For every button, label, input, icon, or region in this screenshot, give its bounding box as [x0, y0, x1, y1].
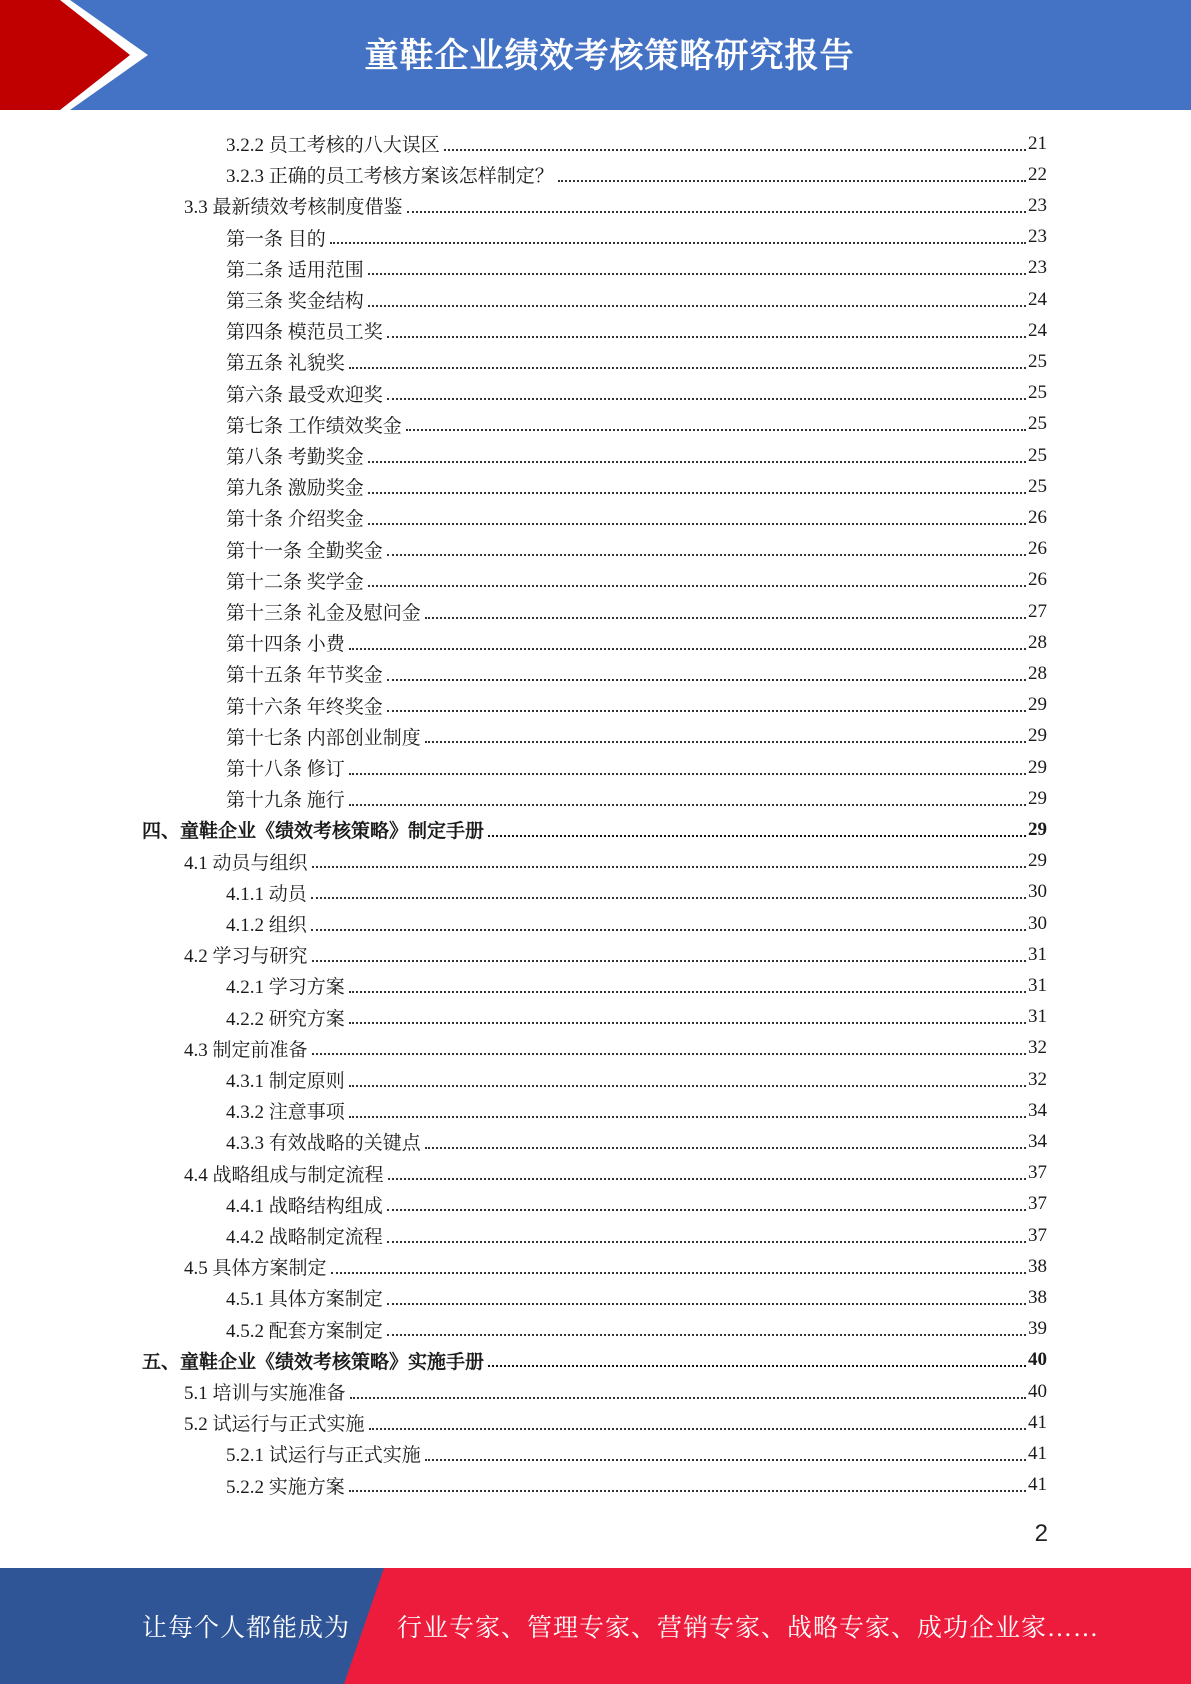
toc-entry-label: 第十五条 年节奖金 — [226, 665, 383, 687]
toc-entry-page: 23 — [1028, 226, 1047, 248]
toc-entry-page: 41 — [1028, 1411, 1047, 1433]
toc-entry[interactable] — [226, 534, 1047, 565]
toc-dot-leader — [444, 149, 1026, 151]
toc-entry-label: 4.1.1 动员 — [226, 883, 307, 905]
toc-entry-label: 4.3.3 有效战略的关键点 — [226, 1133, 421, 1155]
toc-entry-page: 25 — [1028, 350, 1047, 372]
toc-entry-page: 26 — [1028, 506, 1047, 528]
toc-entry-page: 29 — [1028, 694, 1047, 716]
toc-dot-leader — [368, 461, 1026, 463]
toc-entry[interactable] — [142, 814, 1047, 845]
toc-dot-leader — [369, 1428, 1026, 1430]
toc-entry[interactable] — [184, 939, 1047, 970]
toc-entry-page: 28 — [1028, 631, 1047, 653]
toc-entry-page: 37 — [1028, 1193, 1047, 1215]
toc-entry-page: 30 — [1028, 881, 1047, 903]
toc-entry[interactable] — [184, 846, 1047, 877]
toc-entry[interactable] — [226, 128, 1047, 159]
toc-entry-page: 37 — [1028, 1162, 1047, 1184]
toc-dot-leader — [387, 1303, 1026, 1305]
report-title: 童鞋企业绩效考核策略研究报告 — [364, 36, 855, 76]
toc-dot-leader — [349, 773, 1026, 775]
toc-entry[interactable] — [226, 565, 1047, 596]
toc-entry[interactable] — [226, 1220, 1047, 1251]
toc-entry-label: 4.2.2 研究方案 — [226, 1008, 345, 1030]
page-footer — [0, 1568, 1191, 1684]
toc-entry[interactable] — [226, 222, 1047, 253]
toc-entry-page: 37 — [1028, 1224, 1047, 1246]
toc-entry[interactable] — [142, 1345, 1047, 1376]
toc-entry-page: 31 — [1028, 1006, 1047, 1028]
toc-entry-page: 31 — [1028, 943, 1047, 965]
toc-entry-page: 29 — [1028, 850, 1047, 872]
toc-dot-leader — [488, 1365, 1026, 1367]
toc-entry[interactable] — [226, 1438, 1047, 1469]
toc-entry-label: 4.4 战略组成与制定流程 — [184, 1164, 384, 1186]
toc-entry-page: 29 — [1028, 787, 1047, 809]
toc-entry-label: 3.2.2 员工考核的八大误区 — [226, 135, 440, 156]
toc-dot-leader — [349, 367, 1026, 369]
toc-dot-leader — [406, 429, 1026, 431]
toc-entry-label: 第六条 最受欢迎奖 — [226, 384, 383, 406]
toc-dot-leader — [311, 929, 1026, 931]
toc-entry[interactable] — [226, 346, 1047, 377]
toc-entry[interactable] — [184, 1033, 1047, 1064]
toc-dot-leader — [368, 523, 1026, 525]
toc-entry[interactable] — [226, 502, 1047, 533]
page-header — [0, 0, 1191, 110]
toc-dot-leader — [311, 897, 1026, 899]
toc-entry[interactable] — [226, 690, 1047, 721]
toc-entry[interactable] — [226, 1064, 1047, 1095]
toc-entry-label: 第十一条 全勤奖金 — [226, 540, 383, 562]
toc-entry-label: 第二条 适用范围 — [226, 259, 364, 281]
toc-entry-label: 4.5.1 具体方案制定 — [226, 1289, 383, 1311]
toc-entry-label: 3.3 最新绩效考核制度借鉴 — [184, 197, 403, 219]
toc-entry-page: 21 — [1028, 132, 1047, 154]
toc-entry-page: 27 — [1028, 600, 1047, 622]
toc-entry-label: 第十七条 内部创业制度 — [226, 727, 421, 749]
toc-entry[interactable] — [226, 409, 1047, 440]
toc-entry[interactable] — [226, 284, 1047, 315]
toc-entry[interactable] — [226, 752, 1047, 783]
toc-entry-label: 4.3.1 制定原则 — [226, 1071, 345, 1092]
toc-dot-leader — [387, 1209, 1026, 1211]
toc-entry-page: 25 — [1028, 413, 1047, 435]
toc-dot-leader — [387, 336, 1026, 338]
toc-dot-leader — [425, 1147, 1026, 1149]
toc-entry-label: 第四条 模范员工奖 — [226, 322, 383, 344]
toc-entry[interactable] — [184, 1251, 1047, 1282]
toc-entry-label: 五、童鞋企业《绩效考核策略》实施手册 — [142, 1351, 485, 1373]
toc-entry-page: 31 — [1028, 974, 1047, 996]
toc-entry-label: 4.5.2 配套方案制定 — [226, 1320, 383, 1342]
toc-dot-leader — [349, 1022, 1026, 1024]
toc-entry-label: 5.2.2 实施方案 — [226, 1476, 345, 1498]
toc-entry-label: 5.2.1 试运行与正式实施 — [226, 1445, 421, 1467]
toc-dot-leader — [349, 804, 1026, 806]
toc-dot-leader — [387, 554, 1026, 556]
toc-entry-page: 23 — [1028, 194, 1047, 216]
toc-entry[interactable] — [226, 159, 1047, 190]
toc-entry-label: 5.2 试运行与正式实施 — [184, 1414, 365, 1436]
toc-entry-label: 4.2 学习与研究 — [184, 946, 308, 968]
toc-entry[interactable] — [226, 783, 1047, 814]
toc-entry-page: 24 — [1028, 319, 1047, 341]
toc-dot-leader — [387, 1241, 1026, 1243]
toc-dot-leader — [349, 1490, 1026, 1492]
toc-entry-label: 4.3.2 注意事项 — [226, 1102, 345, 1124]
toc-entry[interactable] — [226, 253, 1047, 284]
toc-dot-leader — [387, 1334, 1026, 1336]
toc-dot-leader — [349, 648, 1026, 650]
toc-entry-page: 29 — [1028, 818, 1047, 840]
toc-entry-page: 32 — [1028, 1037, 1047, 1059]
toc-entry-page: 34 — [1028, 1099, 1047, 1121]
toc-entry-page: 32 — [1028, 1068, 1047, 1090]
toc-entry-label: 第三条 奖金结构 — [226, 291, 364, 312]
toc-entry-label: 4.4.1 战略结构组成 — [226, 1195, 383, 1217]
toc-entry-page: 34 — [1028, 1130, 1047, 1152]
toc-dot-leader — [312, 1053, 1026, 1055]
toc-entry-label: 4.1.2 组织 — [226, 915, 307, 936]
toc-entry-page: 25 — [1028, 382, 1047, 404]
toc-entry-label: 3.2.3 正确的员工考核方案该怎样制定？ — [226, 166, 554, 188]
toc-entry-page: 22 — [1028, 163, 1047, 185]
toc-entry[interactable] — [226, 658, 1047, 689]
toc-entry[interactable] — [226, 1126, 1047, 1157]
footer-slogan-list: 行业专家、管理专家、营销专家、战略专家、成功企业家…… — [397, 1615, 1100, 1642]
toc-dot-leader — [407, 211, 1026, 213]
toc-entry-page: 38 — [1028, 1286, 1047, 1308]
toc-entry-label: 4.1 动员与组织 — [184, 852, 308, 874]
toc-entry-page: 26 — [1028, 569, 1047, 591]
toc-entry[interactable] — [184, 1407, 1047, 1438]
toc-dot-leader — [387, 710, 1026, 712]
toc-entry[interactable] — [226, 1314, 1047, 1345]
toc-entry-page: 41 — [1028, 1442, 1047, 1464]
toc-entry-label: 第一条 目的 — [226, 228, 326, 250]
toc-entry[interactable] — [226, 1002, 1047, 1033]
toc-dot-leader — [312, 960, 1026, 962]
toc-dot-leader — [349, 991, 1026, 993]
toc-dot-leader — [331, 1272, 1026, 1274]
toc-entry-label: 第八条 考勤奖金 — [226, 447, 364, 468]
toc-entry-page: 40 — [1028, 1349, 1047, 1371]
toc-entry[interactable] — [184, 1376, 1047, 1407]
toc-entry-page: 24 — [1028, 288, 1047, 310]
toc-entry-page: 28 — [1028, 662, 1047, 684]
toc-entry-label: 4.3 制定前准备 — [184, 1039, 308, 1061]
toc-entry-page: 38 — [1028, 1255, 1047, 1277]
toc-dot-leader — [558, 180, 1026, 182]
toc-entry-page: 29 — [1028, 725, 1047, 747]
toc-entry[interactable] — [226, 970, 1047, 1001]
toc-dot-leader — [368, 492, 1026, 494]
toc-entry[interactable] — [226, 440, 1047, 471]
toc-entry-label: 第五条 礼貌奖 — [226, 353, 345, 375]
toc-dot-leader — [349, 1085, 1026, 1087]
toc-entry-page: 25 — [1028, 475, 1047, 497]
toc-entry[interactable] — [226, 877, 1047, 908]
toc-entry-page: 41 — [1028, 1474, 1047, 1496]
toc-entry-page: 30 — [1028, 912, 1047, 934]
toc-dot-leader — [368, 305, 1026, 307]
page-number: 2 — [1034, 1520, 1048, 1547]
toc-entry-label: 4.5 具体方案制定 — [184, 1258, 327, 1280]
toc-dot-leader — [350, 1397, 1026, 1399]
toc-entry[interactable] — [184, 1158, 1047, 1189]
toc-entry-label: 第十二条 奖学金 — [226, 571, 364, 593]
toc-entry-label: 第九条 激励奖金 — [226, 478, 364, 500]
toc-entry-label: 第十六条 年终奖金 — [226, 696, 383, 718]
toc-entry-label: 第十三条 礼金及慰问金 — [226, 603, 421, 624]
toc-entry-label: 第十条 介绍奖金 — [226, 509, 364, 531]
toc-dot-leader — [312, 866, 1026, 868]
toc-dot-leader — [388, 1178, 1026, 1180]
toc-entry-label: 四、童鞋企业《绩效考核策略》制定手册 — [142, 821, 485, 843]
toc-entry-label: 第七条 工作绩效奖金 — [226, 415, 402, 437]
toc-dot-leader — [349, 1116, 1026, 1118]
toc-entry[interactable] — [226, 1470, 1047, 1501]
toc-dot-leader — [387, 398, 1026, 400]
toc-dot-leader — [488, 835, 1026, 837]
toc-entry[interactable] — [226, 378, 1047, 409]
toc-entry-page: 23 — [1028, 257, 1047, 279]
toc-entry-label: 5.1 培训与实施准备 — [184, 1383, 346, 1404]
toc-entry[interactable] — [184, 190, 1047, 221]
toc-entry[interactable] — [226, 627, 1047, 658]
toc-entry-label: 第十九条 施行 — [226, 790, 345, 812]
toc-entry[interactable] — [226, 908, 1047, 939]
toc-dot-leader — [425, 617, 1026, 619]
toc-entry[interactable] — [226, 1189, 1047, 1220]
toc-entry-page: 25 — [1028, 444, 1047, 466]
toc-dot-leader — [425, 1459, 1026, 1461]
toc-entry[interactable] — [226, 721, 1047, 752]
footer-slogan-lead: 让每个人都能成为 — [142, 1615, 351, 1642]
toc-dot-leader — [368, 585, 1026, 587]
toc-dot-leader — [368, 273, 1026, 275]
toc-entry-page: 40 — [1028, 1380, 1047, 1402]
toc-entry-label: 4.2.1 学习方案 — [226, 977, 345, 999]
toc-dot-leader — [387, 679, 1026, 681]
toc-entry-label: 第十八条 修订 — [226, 759, 345, 780]
toc-entry-page: 39 — [1028, 1318, 1047, 1340]
toc-entry[interactable] — [226, 315, 1047, 346]
toc-dot-leader — [330, 242, 1026, 244]
toc-entry-page: 29 — [1028, 756, 1047, 778]
toc-dot-leader — [425, 741, 1026, 743]
toc-entry[interactable] — [226, 596, 1047, 627]
toc-entry-page: 26 — [1028, 538, 1047, 560]
toc-entry[interactable] — [226, 471, 1047, 502]
toc-entry[interactable] — [226, 1095, 1047, 1126]
toc-entry-label: 第十四条 小费 — [226, 634, 345, 656]
toc-entry-label: 4.4.2 战略制定流程 — [226, 1227, 383, 1248]
toc-entry[interactable] — [226, 1282, 1047, 1313]
